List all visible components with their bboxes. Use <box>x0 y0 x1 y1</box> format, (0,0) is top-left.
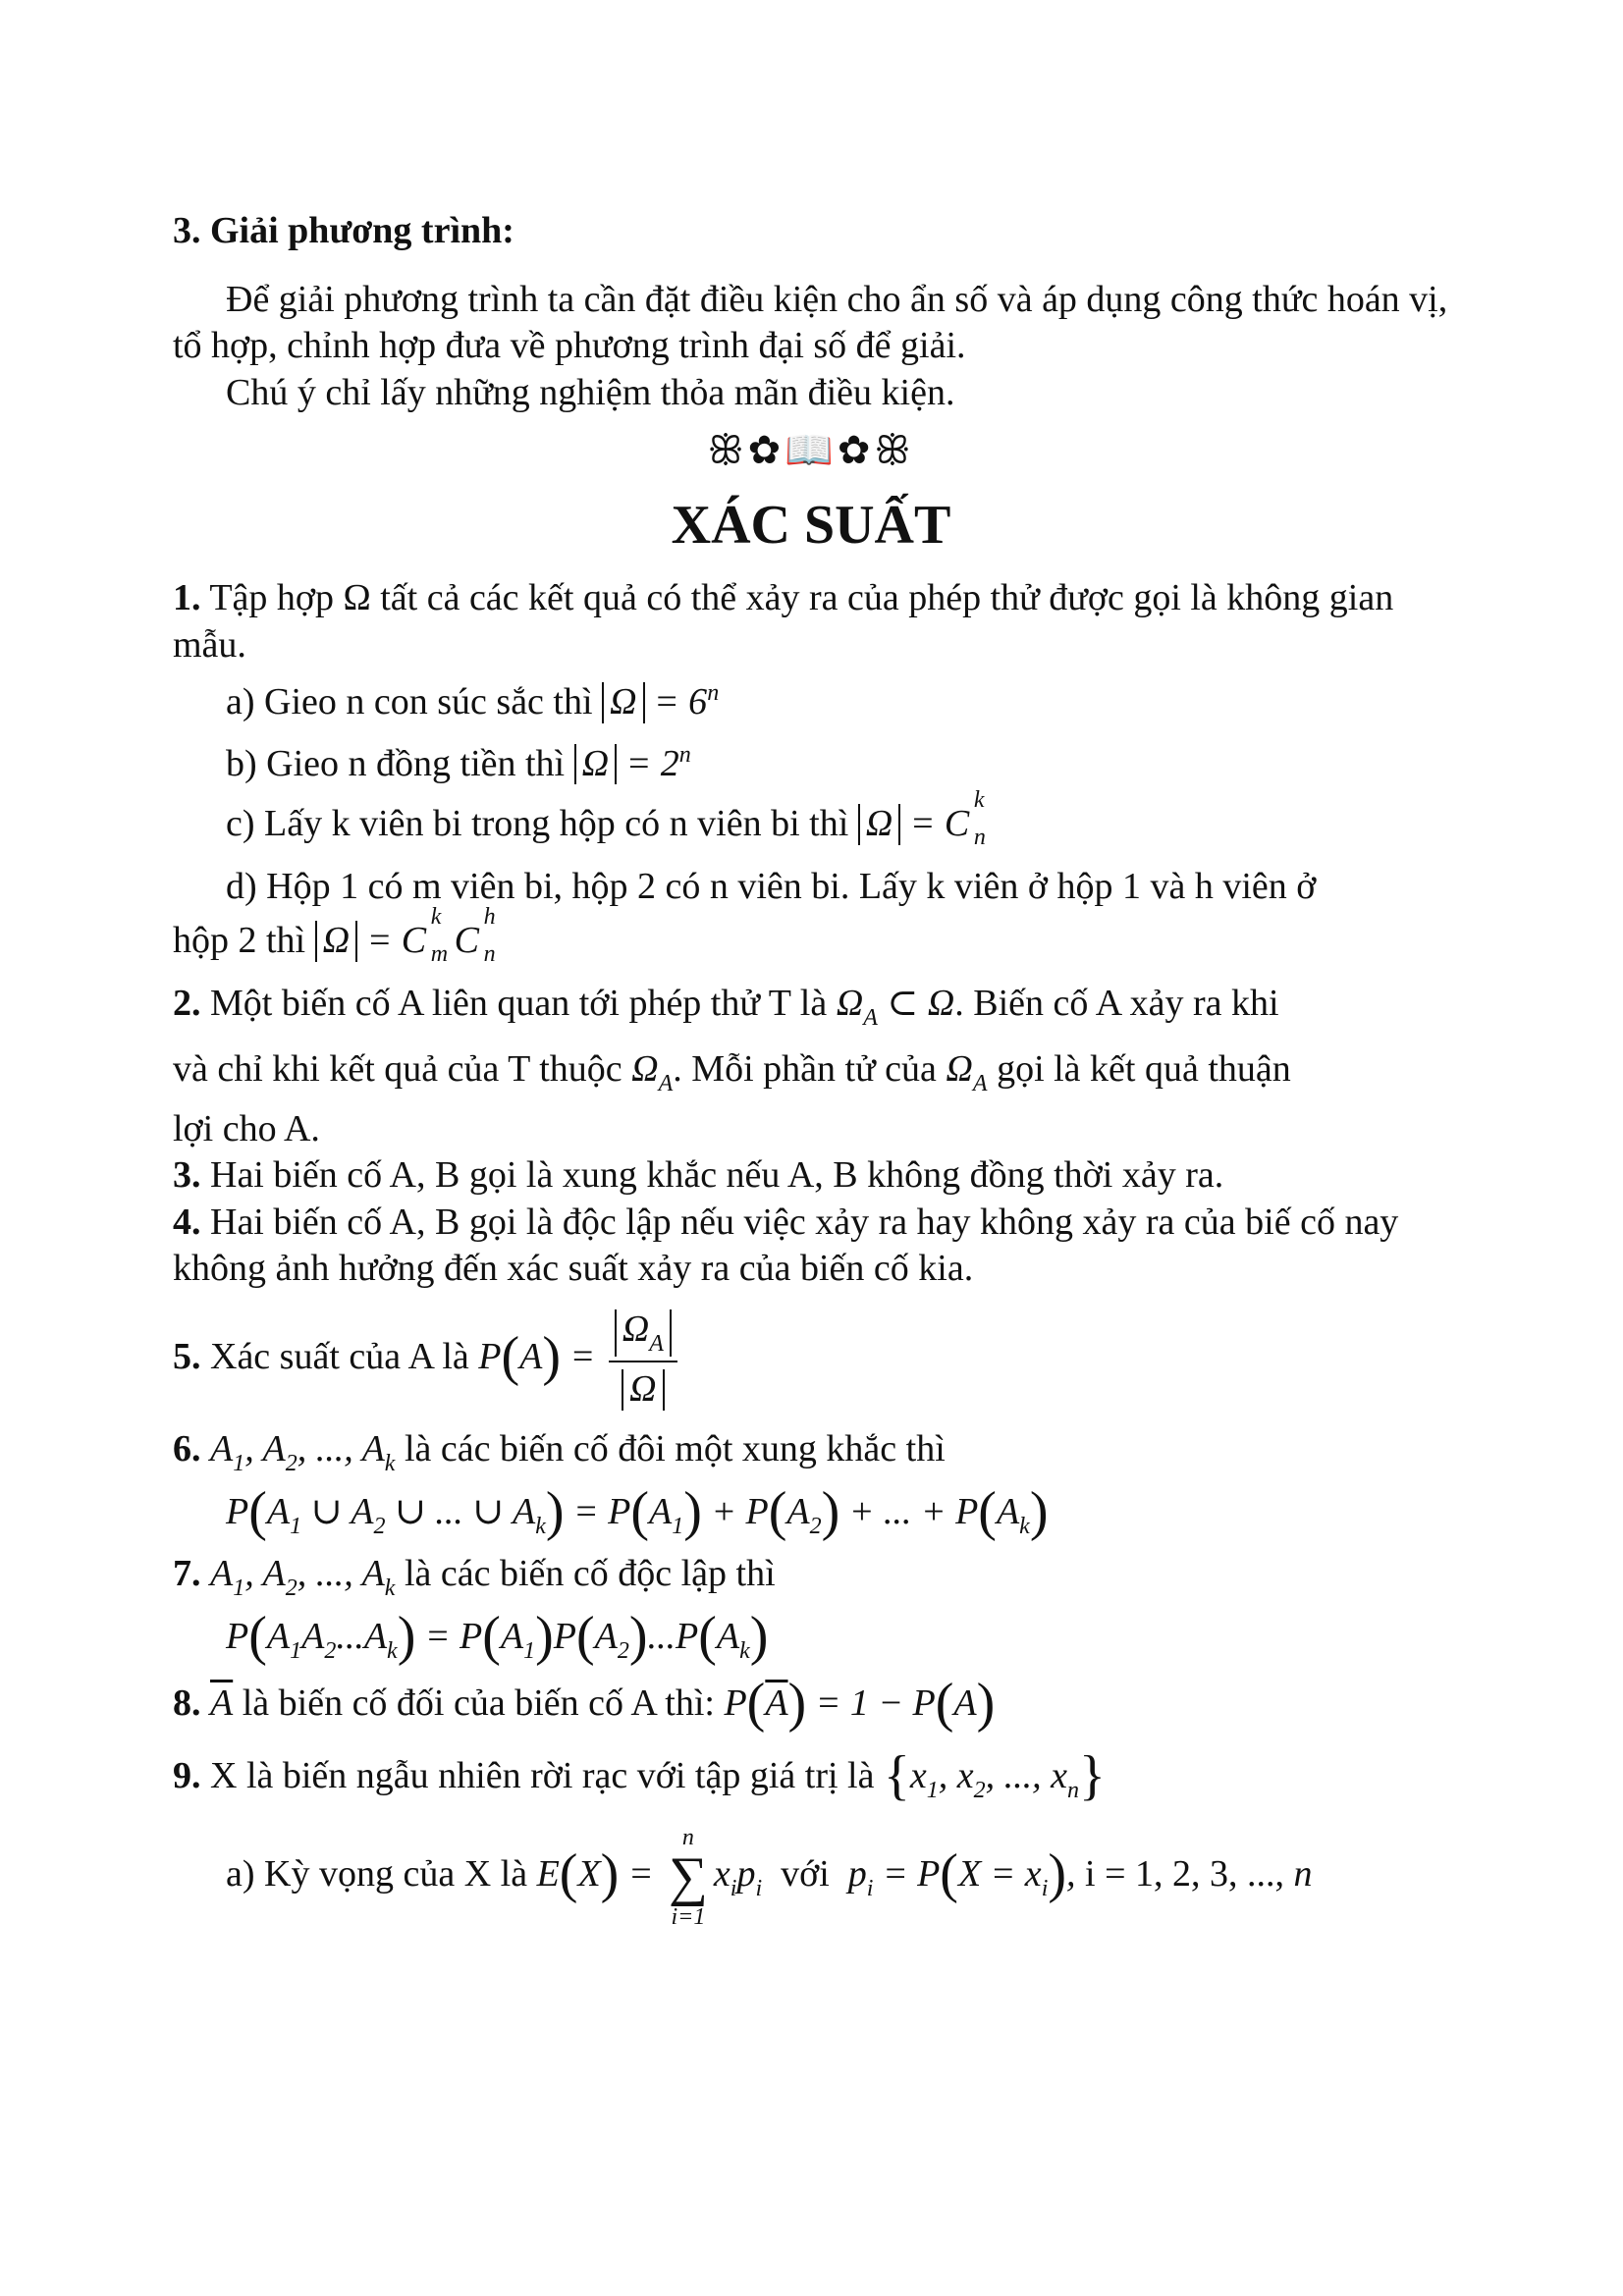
item-1b <box>173 740 1449 788</box>
item-text: . Mỗi phần tử của <box>673 1047 937 1090</box>
formula-union: $P(A_1$ ∪ $A_2$ ∪ ... ∪ $A_k) = P(A_1) + P(A_2)$ + ... + $P(A_k)$ <box>226 1481 1049 1543</box>
item-text: hộp 2 thì <box>173 920 306 961</box>
item-text: Hai biến cố A, B gọi là độc lập nếu việc xảy ra hay không xảy ra của biế cố nay không ảnh hưởng đến xác suất xảy ra của biến cố kia. <box>173 1201 1399 1289</box>
item-text: . Biến cố A xảy ra khi <box>954 982 1279 1024</box>
formula: Ω = C k m C h n <box>315 920 479 961</box>
item-9a <box>173 1823 1449 1931</box>
item-6 <box>173 1426 1449 1478</box>
formula: $p_i = P(X = x_i)$, i = 1, 2, 3, ..., n <box>847 1843 1313 1905</box>
formula: $\Omega_A$ ⊂ Ω <box>836 982 955 1031</box>
item-text: Một biến cố A liên quan tới phép thử T là <box>200 982 828 1024</box>
formula: $P(\overline{A}) = 1 - P(A)$ <box>724 1673 996 1735</box>
item-number: 9. <box>173 1755 201 1797</box>
item-text: lợi cho A. <box>173 1107 320 1149</box>
formula: P(A) = $\frac{\Omega_A}{\Omega}$ <box>478 1336 681 1377</box>
item-text: gọi là kết quả thuận <box>997 1047 1291 1090</box>
item-text: X là biến ngẫu nhiên rời rạc với tập giá trị là <box>200 1755 875 1797</box>
item-text: là các biến cố độc lập thì <box>404 1553 776 1595</box>
item-number: 3. <box>173 1154 201 1196</box>
item-text: với <box>781 1853 830 1896</box>
document-page <box>173 208 1449 1932</box>
item-number: 8. <box>173 1682 201 1725</box>
item-number: 5. <box>173 1335 201 1377</box>
formula: $A_1$, $A_2$, ..., $A_k$ <box>210 1553 396 1602</box>
item-number: 4. <box>173 1201 201 1243</box>
formula: $\Omega_A$ <box>631 1047 674 1096</box>
item-5 <box>173 1307 1449 1414</box>
item-text: b) Gieo n đồng tiền thì <box>226 742 566 784</box>
item-2 <box>173 981 1449 1033</box>
paragraph-conditions: Để giải phương trình ta cần đặt điều kiện cho ẩn số và áp dụng công thức hoán vị, tổ hợp, chỉnh hợp đưa về phương trình đại số để giải. <box>173 278 1448 366</box>
formula: $A_1$, $A_2$, ..., $A_k$ <box>210 1428 396 1477</box>
item-text: và chỉ khi kết quả của T thuộc <box>173 1047 622 1090</box>
item-4 <box>173 1200 1449 1293</box>
section-title: 3. Giải phương trình: <box>173 210 514 251</box>
formula: {$x_1$, $x_2$, ..., $x_n$} <box>883 1745 1106 1807</box>
item-2-end <box>173 1106 1449 1153</box>
page-heading: XÁC SUẤT <box>671 495 951 556</box>
formula: $\overline{A}$ <box>210 1682 234 1725</box>
item-1d <box>173 864 1449 911</box>
ornament-divider: ꕥ✿📖✿ꕥ <box>707 428 915 473</box>
formula: $\Omega = 6^n$ <box>602 681 719 722</box>
item-1d-cont <box>173 904 1449 967</box>
formula: $\Omega_A$ <box>946 1047 988 1096</box>
item-number: 1. <box>173 577 201 618</box>
item-text: Tập hợp Ω tất cả các kết quả có thể xảy ra của phép thử được gọi là không gian mẫu. <box>173 577 1394 666</box>
item-1c <box>173 787 1449 850</box>
item-2-cont <box>173 1046 1449 1098</box>
item-text: c) Lấy k viên bi trong hộp có n viên bi thì <box>226 803 849 844</box>
item-text: a) Gieo n con súc sắc thì <box>226 681 593 722</box>
item-7 <box>173 1551 1449 1603</box>
item-text: a) Kỳ vọng của X là <box>226 1853 528 1896</box>
item-text: Xác suất của A là <box>200 1335 469 1377</box>
paragraph-note: Chú ý chỉ lấy những nghiệm thỏa mãn điều kiện. <box>226 371 955 413</box>
formula: Ω = C k n <box>858 803 970 844</box>
item-3 <box>173 1152 1449 1200</box>
formula: E(X) = n ∑ i=1 $x_ip_i$ <box>536 1825 763 1930</box>
item-1a <box>173 678 1449 726</box>
item-number: 6. <box>173 1428 201 1470</box>
formula-product: $P(A_1A_2...A_k) = P(A_1)P(A_2)...P(A_k)$ <box>226 1606 769 1668</box>
item-9 <box>173 1745 1449 1807</box>
item-text: là các biến cố đôi một xung khắc thì <box>404 1428 946 1470</box>
formula: $\Omega = 2^n$ <box>574 743 691 784</box>
item-number: 2. <box>173 982 201 1024</box>
item-1 <box>173 575 1449 668</box>
item-text: d) Hộp 1 có m viên bi, hộp 2 có n viên bi. Lấy k viên ở hộp 1 và h viên ở <box>226 865 1317 907</box>
item-8 <box>173 1673 1449 1735</box>
item-text: Hai biến cố A, B gọi là xung khắc nếu A, B không đồng thời xảy ra. <box>200 1154 1224 1196</box>
item-number: 7. <box>173 1553 201 1595</box>
item-text: là biến cố đối của biến cố A thì: <box>242 1682 715 1725</box>
